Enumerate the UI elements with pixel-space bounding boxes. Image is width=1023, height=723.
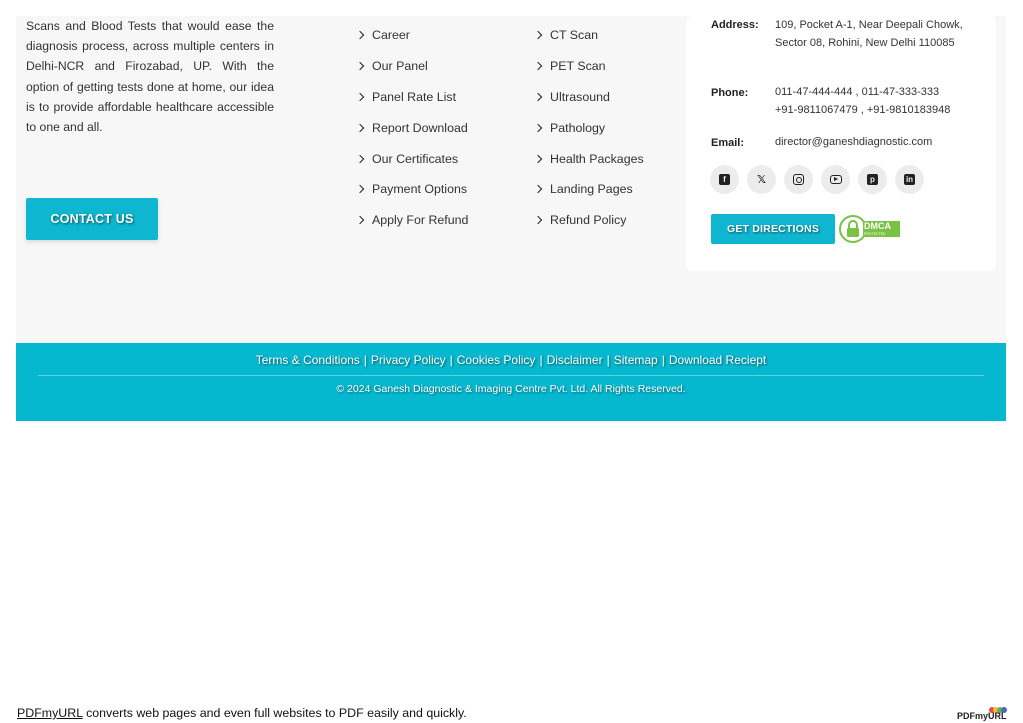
dmca-subtext: PROTECTED — [864, 232, 886, 236]
chevron-right-icon — [356, 154, 364, 162]
download-reciept-link[interactable]: Download Reciept — [668, 353, 767, 367]
footer-link[interactable]: Our Panel — [356, 51, 468, 82]
chevron-right-icon — [356, 93, 364, 101]
footer-link[interactable]: Refund Policy — [534, 205, 644, 236]
terms-link[interactable]: Terms & Conditions — [255, 353, 360, 367]
footer-link[interactable]: Apply For Refund — [356, 205, 468, 236]
disclaimer-link[interactable]: Disclaimer — [546, 353, 603, 367]
email-value[interactable]: director@ganeshdiagnostic.com — [775, 136, 933, 148]
linkedin-icon[interactable]: in — [895, 165, 924, 194]
address-label: Address: — [711, 19, 759, 31]
pinterest-icon[interactable]: p — [858, 165, 887, 194]
chevron-right-icon — [534, 124, 542, 132]
footer-link[interactable]: Pathology — [534, 112, 644, 143]
privacy-policy-link[interactable]: Privacy Policy — [370, 353, 446, 367]
chevron-right-icon — [534, 31, 542, 39]
chevron-right-icon — [534, 93, 542, 101]
chevron-right-icon — [356, 216, 364, 224]
divider — [38, 375, 984, 376]
bottom-bar — [16, 343, 1006, 421]
quick-links — [356, 20, 468, 236]
footer-link[interactable]: Panel Rate List — [356, 82, 468, 113]
chevron-right-icon — [356, 124, 364, 132]
copyright-text: © 2024 Ganesh Diagnostic & Imaging Centre Pvt. Ltd. All Rights Reserved. — [336, 383, 686, 395]
footer-link[interactable]: Landing Pages — [534, 174, 644, 205]
email-label: Email: — [711, 137, 745, 149]
chevron-right-icon — [534, 62, 542, 70]
contact-card — [686, 16, 996, 271]
phone-label: Phone: — [711, 87, 749, 99]
legal-links: Terms & Conditions | Privacy Policy | Cookies Policy | Disclaimer | Sitemap | Download Reciept — [255, 353, 767, 367]
address-value: 109, Pocket A-1, Near Deepali Chowk, Sector 08, Rohini, New Delhi 110085 — [775, 19, 963, 50]
footer-link[interactable]: Career — [356, 20, 468, 51]
get-directions-button[interactable]: GET DIRECTIONS — [711, 214, 835, 244]
service-links — [534, 20, 644, 236]
cookies-policy-link[interactable]: Cookies Policy — [456, 353, 536, 367]
contact-us-button[interactable]: CONTACT US — [26, 198, 158, 240]
chevron-right-icon — [534, 154, 542, 162]
phone-line-2[interactable]: +91-9811067479 , +91-9810183948 — [775, 104, 951, 116]
footer-link[interactable]: Our Certificates — [356, 143, 468, 174]
footer-link[interactable]: Health Packages — [534, 143, 644, 174]
x-icon[interactable]: 𝕏 — [747, 165, 776, 194]
instagram-icon[interactable] — [784, 165, 813, 194]
about-text: Scans and Blood Tests that would ease the diagnosis process, across multiple centers in Delhi-NCR and Firozabad, UP. With the option of getting tests done at home, our idea is to provide affordable healthcare accessible to one and all. — [26, 19, 274, 135]
dmca-text: DMCA — [864, 221, 891, 231]
chevron-right-icon — [356, 185, 364, 193]
pdf-note — [17, 706, 467, 720]
chevron-right-icon — [356, 31, 364, 39]
footer-link[interactable]: Payment Options — [356, 174, 468, 205]
chevron-right-icon — [534, 216, 542, 224]
pdfmyurl-link[interactable]: PDFmyURL — [17, 706, 83, 720]
pdf-note-text: converts web pages and even full websites to PDF easily and quickly. — [82, 706, 467, 720]
footer-link[interactable]: PET Scan — [534, 51, 644, 82]
social-links — [710, 165, 924, 194]
footer-link[interactable]: Report Download — [356, 112, 468, 143]
footer-link[interactable]: CT Scan — [534, 20, 644, 51]
facebook-icon[interactable]: f — [710, 165, 739, 194]
chevron-right-icon — [534, 185, 542, 193]
pdfmyurl-logo-text: PDFmyURL — [957, 711, 1007, 721]
footer-link[interactable]: Ultrasound — [534, 82, 644, 113]
sitemap-link[interactable]: Sitemap — [613, 353, 658, 367]
chevron-right-icon — [356, 62, 364, 70]
youtube-icon[interactable] — [821, 165, 850, 194]
phone-line-1[interactable]: 011-47-444-444 , 011-47-333-333 — [775, 86, 940, 98]
